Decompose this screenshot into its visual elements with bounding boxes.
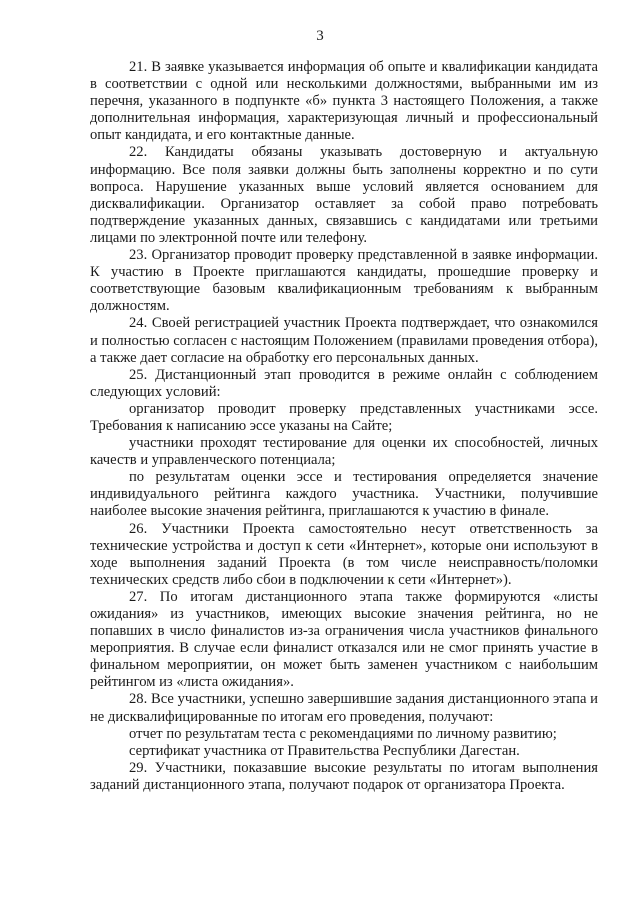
paragraph-25: 25. Дистанционный этап проводится в режиме онлайн с соблюдением следующих условий: xyxy=(90,366,598,400)
paragraph-23: 23. Организатор проводит проверку представленной в заявке информации. К участию в Проекте приглашаются кандидаты, прошедшие проверку и соответствующие базовым квалификационным требованиям к выбранным должностям. xyxy=(90,247,598,315)
paragraph-27: 27. По итогам дистанционного этапа также формируются «листы ожидания» из участников, имеющих высокие значения рейтинга, но не попавших в число финалистов из-за ограничения числа участников финального мероприятия. В случае если финалист отказался или не смог принять участие в финальном мероприятии, он может быть заменен участником с наибольшим рейтингом из «листа ожидания». xyxy=(90,588,598,691)
paragraph-28-item-certificate: сертификат участника от Правительства Республики Дагестан. xyxy=(129,742,520,759)
paragraph-21: 21. В заявке указывается информация об опыте и квалификации кандидата в соответствии с одной или несколькими должностями, выбранными им из перечня, указанного в подпункте «б» пункта 3 настоящего Положения, а также дополнительная информация, характеризующая личный и профессиональный опыт кандидата, и его контактные данные. xyxy=(90,59,598,144)
paragraph-24: 24. Своей регистрацией участник Проекта подтверждает, что ознакомился и полностью согласен с настоящим Положением (правилами проведения отбора), а также дает согласие на обработку его персональных данных. xyxy=(90,315,598,366)
paragraph-29: 29. Участники, показавшие высокие результаты по итогам выполнения заданий дистанционного этапа, получают подарок от организатора Проекта. xyxy=(90,759,598,793)
document-body xyxy=(90,59,598,794)
paragraph-25-item-rating: по результатам оценки эссе и тестирования определяется значение индивидуального рейтинга каждого участника. Участники, получившие наиболее высокие значения рейтинга, приглашаются к участию в финале. xyxy=(90,469,598,520)
paragraph-28-item-report: отчет по результатам теста с рекомендациями по личному развитию; xyxy=(129,725,557,742)
paragraph-26: 26. Участники Проекта самостоятельно несут ответственность за технические устройства и доступ к сети «Интернет», которые они используют в ходе выполнения заданий Проекта (в том числе неисправность/поломки технических средств либо сбои в подключении к сети «Интернет»). xyxy=(90,520,598,588)
paragraph-25-item-testing: участники проходят тестирование для оценки их способностей, личных качеств и управленческого потенциала; xyxy=(90,435,598,469)
page-number: 3 xyxy=(316,28,324,44)
paragraph-25-item-essay: организатор проводит проверку представленных участниками эссе. Требования к написанию эссе указаны на Сайте; xyxy=(90,400,598,434)
paragraph-28: 28. Все участники, успешно завершившие задания дистанционного этапа и не дисквалифицированные по итогам его проведения, получают: xyxy=(90,691,598,725)
paragraph-22: 22. Кандидаты обязаны указывать достоверную и актуальную информацию. Все поля заявки должны быть заполнены корректно и по сути вопроса. Нарушение указанных выше условий является основанием для дисквалификации. Организатор оставляет за собой право потребовать подтверждение указанных данных, связавшись с кандидатами или третьими лицами по электронной почте или телефону. xyxy=(90,144,598,246)
